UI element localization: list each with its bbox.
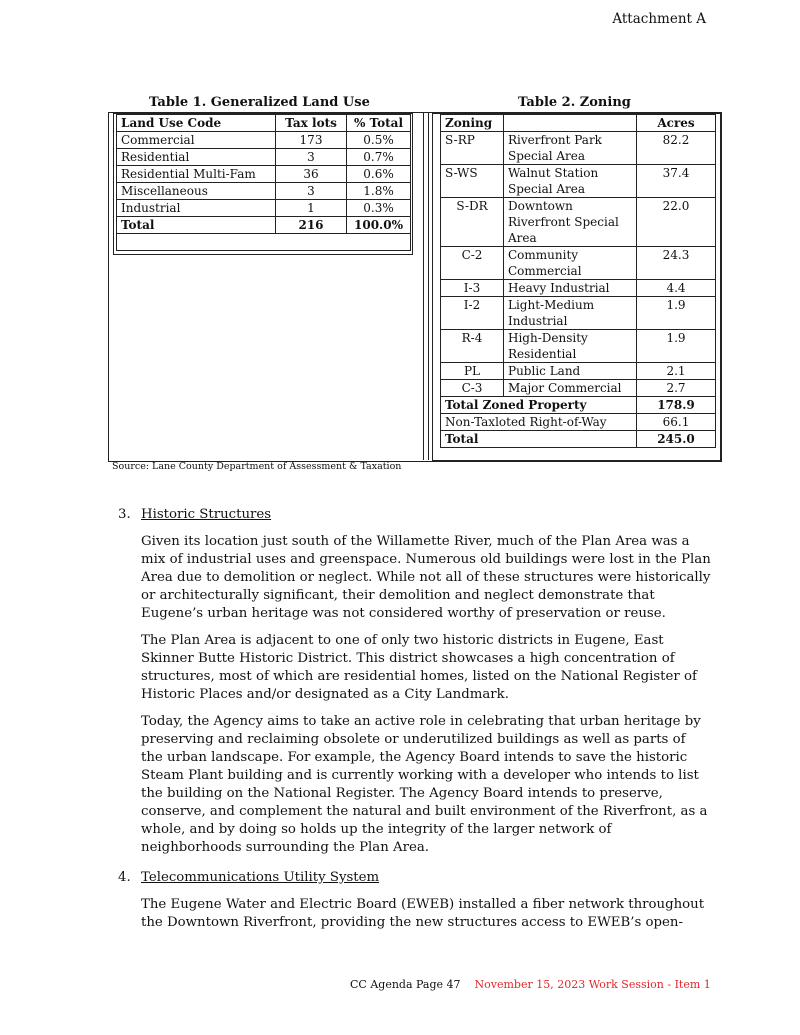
table-row [441,380,716,397]
zoning-acres: 1.9 [637,297,716,330]
table-row [117,183,411,200]
table-row [117,166,411,183]
zoning-code: S-DR [441,198,504,247]
table-total-row [441,431,716,448]
tax-lots: 3 [276,183,347,200]
attachment-label: Attachment A [612,11,706,27]
zoning-acres: 2.7 [637,380,716,397]
table-row [117,132,411,149]
zoning-code: S-WS [441,165,504,198]
land-use-table [116,114,411,251]
table-row [117,200,411,217]
zoning-code: S-RP [441,132,504,165]
table-row [441,165,716,198]
paragraph: The Eugene Water and Electric Board (EWEB) installed a fiber network throughout the Downtown Riverfront, providing the new structures access to EWEB’s open- [141,897,705,930]
total-label: Total [441,431,637,448]
zoning-table [440,114,716,448]
zoning-description: Walnut Station Special Area [504,165,637,198]
zoning-description: High-Density Residential [504,330,637,363]
percent-total: 0.5% [347,132,411,149]
total-tax-lots: 216 [276,217,347,234]
total-zoned-label: Total Zoned Property [441,397,637,414]
header-description [504,115,637,132]
header-acres: Acres [637,115,716,132]
percent-total: 0.6% [347,166,411,183]
page-footer [350,978,711,991]
footer-session: November 15, 2023 Work Session - Item 1 [474,978,711,991]
zoning-acres: 37.4 [637,165,716,198]
footer-page-number: CC Agenda Page 47 [350,978,461,991]
zoning-acres: 1.9 [637,330,716,363]
total-percent: 100.0% [347,217,411,234]
paragraph: Today, the Agency aims to take an active role in celebrating that urban heritage by preserving and reclaiming obsolete or underutilized buildings as well as parts of the urban landscape. For example, the Agency Board intends to save the historic Steam Plant building and is currently working with a developer who intends to list the building on the National Register. The Agency Board intends to preserve, conserve, and complement the natural and built environment of the Riverfront, as a whole, and by doing so holds up the integrity of the larger network of neighborhoods surrounding the Plan Area. [141,714,708,855]
header-tax-lots: Tax lots [276,115,347,132]
non-taxloted-label: Non-Taxloted Right-of-Way [441,414,637,431]
table-header-row [117,115,411,132]
section-number: 4. [118,870,131,885]
table-row [441,198,716,247]
zoning-code: C-3 [441,380,504,397]
zoning-description: Downtown Riverfront Special Area [504,198,637,247]
land-use-code: Residential Multi-Fam [117,166,276,183]
zoning-acres: 24.3 [637,247,716,280]
header-land-use-code: Land Use Code [117,115,276,132]
table-header-row [441,115,716,132]
table-row [117,149,411,166]
table-row [441,297,716,330]
table-non-taxloted-row [441,414,716,431]
table-row [441,363,716,380]
table-source-note: Source: Lane County Department of Assessment & Taxation [112,461,402,472]
tax-lots: 173 [276,132,347,149]
land-use-code: Commercial [117,132,276,149]
total-label: Total [117,217,276,234]
zoning-code: I-2 [441,297,504,330]
header-zoning: Zoning [441,115,504,132]
zoning-code: R-4 [441,330,504,363]
table-row [441,330,716,363]
tax-lots: 3 [276,149,347,166]
land-use-code: Residential [117,149,276,166]
percent-total: 0.3% [347,200,411,217]
total-zoned-acres: 178.9 [637,397,716,414]
zoning-acres: 4.4 [637,280,716,297]
zoning-acres: 82.2 [637,132,716,165]
land-use-code: Industrial [117,200,276,217]
zoning-description: Heavy Industrial [504,280,637,297]
section-title: Telecommunications Utility System [141,870,380,885]
percent-total: 0.7% [347,149,411,166]
non-taxloted-acres: 66.1 [637,414,716,431]
table-row [441,247,716,280]
tax-lots: 1 [276,200,347,217]
paragraph: Given its location just south of the Willamette River, much of the Plan Area was a mix of industrial uses and greenspace. Numerous old buildings were lost in the Plan Area due to demolition or neglect. While not all of these structures were historically or architecturally significant, their demolition and neglect demonstrate that Eugene’s urban heritage was not considered worthy of preservation or reuse. [141,534,711,621]
percent-total: 1.8% [347,183,411,200]
total-acres: 245.0 [637,431,716,448]
empty-cell [117,234,411,251]
zoning-description: Light-Medium Industrial [504,297,637,330]
zoning-acres: 2.1 [637,363,716,380]
zoning-acres: 22.0 [637,198,716,247]
table-row [441,132,716,165]
land-use-code: Miscellaneous [117,183,276,200]
table-empty-row [117,234,411,251]
table-total-zoned-row [441,397,716,414]
paragraph: The Plan Area is adjacent to one of only two historic districts in Eugene, East Skinner Butte Historic District. This district showcases a high concentration of structures, most of which are residential homes, listed on the National Register of Historic Places and/or designated as a City Landmark. [141,633,697,702]
tax-lots: 36 [276,166,347,183]
zoning-code: I-3 [441,280,504,297]
section-number: 3. [118,507,131,522]
zoning-description: Public Land [504,363,637,380]
zoning-description: Major Commercial [504,380,637,397]
table-divider [423,112,424,460]
section-title: Historic Structures [141,507,272,522]
section-heading-historic-structures [118,506,708,524]
header-percent-total: % Total [347,115,411,132]
table2-title: Table 2. Zoning [518,95,631,110]
zoning-code: PL [441,363,504,380]
table1-title: Table 1. Generalized Land Use [149,95,370,110]
table-row [441,280,716,297]
table-divider [428,112,429,460]
section-heading-telecommunications [118,869,708,887]
zoning-description: Community Commercial [504,247,637,280]
table-total-row [117,217,411,234]
zoning-description: Riverfront Park Special Area [504,132,637,165]
zoning-code: C-2 [441,247,504,280]
